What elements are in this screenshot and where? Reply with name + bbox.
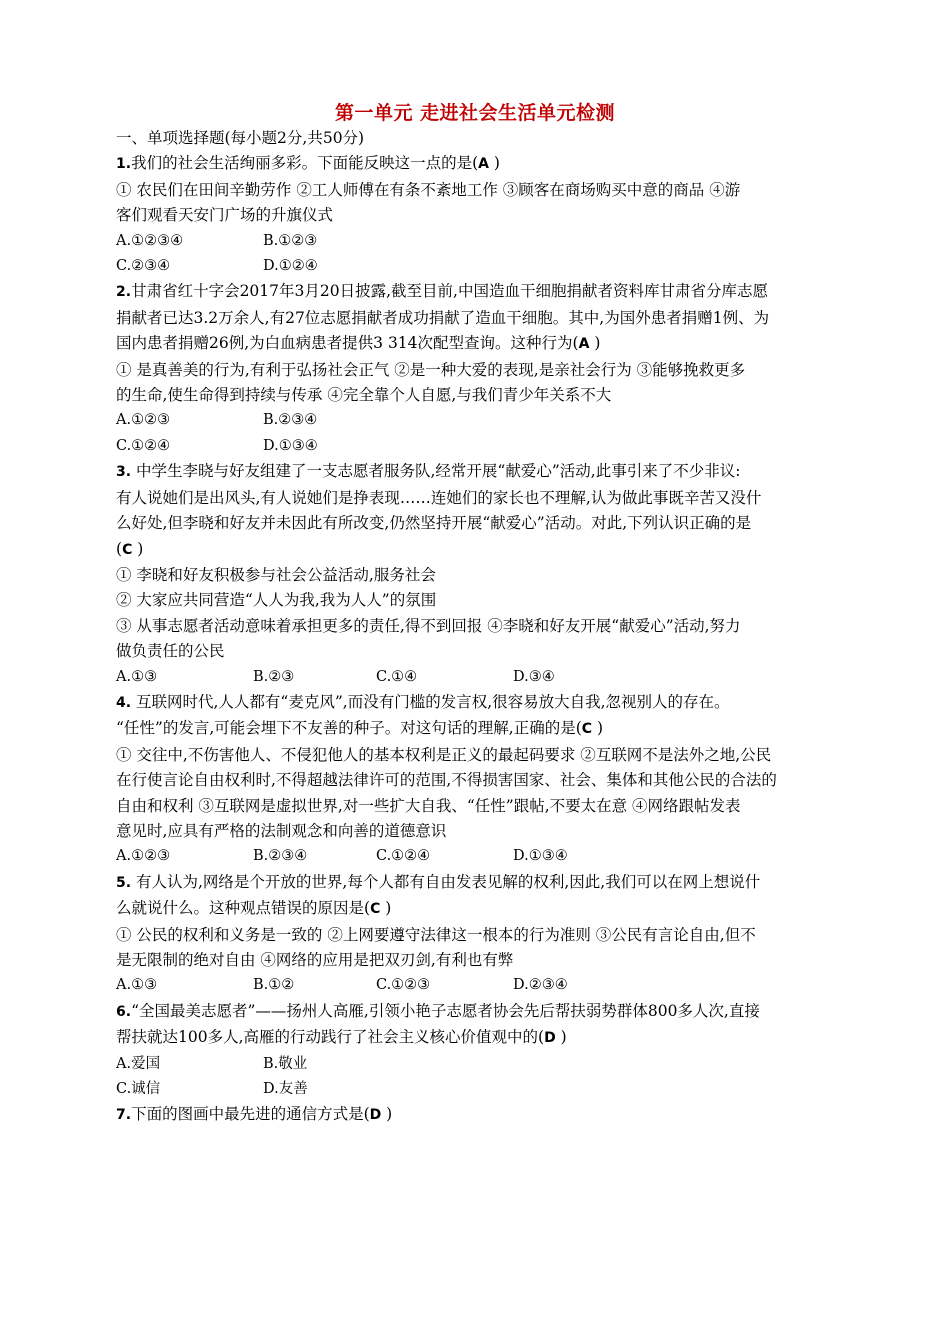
option-c: C.①②③ [376,977,431,994]
option-a: A.①②③④ [116,232,184,249]
question-line [116,639,840,664]
question-line [116,178,840,203]
answer-letter: C [122,541,133,558]
question-text: ② 大家应共同营造“人人为我,我为人人”的氛围 [116,591,437,610]
answer-letter: C [370,901,381,918]
question-text: 有人认为,网络是个开放的世界,每个人都有自由发表见解的权利,因此,我们可以在网上想说什 [131,872,761,891]
answer-letter: D [369,1107,382,1124]
option-b: B.②③ [253,668,295,685]
question-text: ① 农民们在田间辛勤劳作 ②工人师傅在有条不紊地工作 ③顾客在商场购买中意的商品 ④游 [116,180,741,199]
options-row [116,1077,840,1102]
question-text: 中学生李晓与好友组建了一支志愿者服务队,经常开展“献爱心”活动,此事引来了不少非议: [131,462,741,481]
question-line [116,896,840,922]
question-text: 客们观看天安门广场的升旗仪式 [116,206,334,225]
option-d: D.②③④ [513,977,568,994]
question-line [116,459,840,485]
question-line [116,1102,840,1128]
question-number: 6. [116,1003,132,1020]
question-number: 3. [116,464,132,481]
question-text: ③ 从事志愿者活动意味着承担更多的责任,得不到回报 ④李晓和好友开展“献爱心”活动,努力 [116,616,741,635]
option-b: B.①②③ [263,232,318,249]
options-row [116,229,840,254]
question-text: 么好处,但李晓和好友并未因此有所改变,仍然坚持开展“献爱心”活动。对此,下列认识正确的是 [116,514,752,533]
option-d: D.①②④ [263,258,318,275]
question-text: 帮扶就达100多人,高雁的行动践行了社会主义核心价值观中的( [116,1028,545,1047]
question-4 [116,690,840,870]
answer-close-paren: ) [488,154,500,173]
question-line [116,1025,840,1051]
question-line [116,331,840,357]
question-text: 么就说什么。这种观点错误的原因是( [116,899,371,918]
question-text: 有人说她们是出风头,有人说她们是挣表现……连她们的家长也不理解,认为做此事既辛苦又没什 [116,488,762,507]
question-1 [116,151,840,279]
question-text: ① 公民的权利和义务是一致的 ②上网要遵守法律这一根本的行为准则 ③公民有言论自由,但不 [116,925,756,944]
option-c: C.①④ [376,668,418,685]
question-text: 捐献者已达3.2万余人,有27位志愿捐献者成功捐献了造血干细胞。其中,为国外患者捐赠1例、为 [116,308,770,327]
option-d: D.友善 [263,1081,308,1098]
option-c: C.②③④ [116,258,171,275]
question-text: 国内患者捐赠26例,为白血病患者提供3 314次配型查询。这种行为( [116,334,579,353]
options-row [116,254,840,279]
answer-close-paren: ) [592,719,604,738]
question-line [116,743,840,768]
option-a: A.①②③ [116,412,171,429]
options-row [116,1052,840,1077]
question-text: 我们的社会生活绚丽多彩。下面能反映这一点的是( [131,154,479,173]
option-d: D.③④ [513,668,555,685]
question-line [116,358,840,383]
question-text: ① 交往中,不伤害他人、不侵犯他人的基本权利是正义的最起码要求 ②互联网不是法外之地,公民 [116,745,772,764]
answer-close-paren: ) [589,334,601,353]
answer-close-paren: ) [132,539,144,558]
question-number: 1. [116,156,132,173]
question-line [116,819,840,844]
question-text: 互联网时代,人人都有“麦克风”,而没有门槛的发言权,很容易放大自我,忽视别人的存在。 [131,692,730,711]
options-row [116,973,840,998]
option-a: A.①③ [116,977,158,994]
question-line [116,306,840,331]
question-text: ( [116,539,123,558]
option-c: C.①②④ [376,848,431,865]
question-text: 在行使言论自由权利时,不得超越法律许可的范围,不得损害国家、社会、集体和其他公民的合法的 [116,771,777,790]
option-c: C.诚信 [116,1081,161,1098]
question-line [116,588,840,613]
question-text: 自由和权利 ③互联网是虚拟世界,对一些扩大自我、“任性”跟帖,不要太在意 ④网络跟帖发表 [116,796,741,815]
answer-letter: A [478,156,489,173]
option-b: B.敬业 [263,1055,308,1072]
question-line [116,923,840,948]
question-line [116,794,840,819]
question-text: ① 李晓和好友积极参与社会公益活动,服务社会 [116,565,436,584]
option-b: B.②③④ [253,848,308,865]
question-6 [116,999,840,1103]
option-a: A.①③ [116,668,158,685]
answer-close-paren: ) [555,1028,567,1047]
page-title: 第一单元 走进社会生活单元检测 [334,102,616,124]
question-line [116,279,840,305]
option-a: A.①②③ [116,848,171,865]
options-row [116,408,840,433]
question-7 [116,1102,840,1128]
answer-close-paren: ) [380,899,392,918]
question-line [116,690,840,716]
answer-letter: D [544,1030,556,1047]
question-text: 是无限制的绝对自由 ④网络的应用是把双刃剑,有利也有弊 [116,951,514,969]
question-line [116,511,840,536]
option-b: B.②③④ [263,412,318,429]
section-heading: 一、单项选择题(每小题2分,共50分) [116,129,365,147]
options-row [116,665,840,690]
question-number: 5. [116,874,132,891]
option-c: C.①②④ [116,437,171,454]
option-d: D.①③④ [513,848,568,865]
question-line [116,768,840,793]
question-text: 甘肃省红十字会2017年3月20日披露,截至目前,中国造血干细胞捐献者资料库甘肃省分库志愿 [131,282,768,301]
question-text: “任性”的发言,可能会埋下不友善的种子。对这句话的理解,正确的是( [116,719,582,738]
question-line [116,151,840,177]
question-text: “全国最美志愿者”——扬州人高雁,引领小艳子志愿者协会先后帮扶弱势群体800多人次,直接 [131,1001,760,1020]
question-number: 4. [116,694,132,711]
question-line [116,948,840,973]
question-list [116,126,840,1129]
question-line [116,999,840,1025]
answer-letter: A [578,336,590,353]
question-text: 下面的图画中最先进的通信方式是( [131,1105,370,1124]
answer-close-paren: ) [381,1105,393,1124]
options-row [116,844,840,869]
question-line [116,383,840,408]
question-text: 做负责任的公民 [116,642,225,661]
question-2 [116,279,840,459]
option-a: A.爱国 [116,1055,161,1072]
question-line [116,614,840,639]
question-line [116,870,840,896]
options-row [116,434,840,459]
question-number: 2. [116,284,132,301]
question-line [116,486,840,511]
question-number: 7. [116,1107,132,1124]
option-b: B.①② [253,977,295,994]
question-line [116,537,840,563]
answer-letter: C [581,721,593,738]
option-d: D.①③④ [263,437,318,454]
question-line [116,716,840,742]
question-line [116,563,840,588]
question-text: ① 是真善美的行为,有利于弘扬社会正气 ②是一种大爱的表现,是亲社会行为 ③能够挽救更多 [116,360,746,379]
question-text: 的生命,使生命得到持续与传承 ④完全靠个人自愿,与我们青少年关系不大 [116,386,612,405]
question-5 [116,870,840,999]
question-line [116,203,840,228]
question-text: 意见时,应具有严格的法制观念和向善的道德意识 [116,821,447,840]
question-3 [116,459,840,690]
